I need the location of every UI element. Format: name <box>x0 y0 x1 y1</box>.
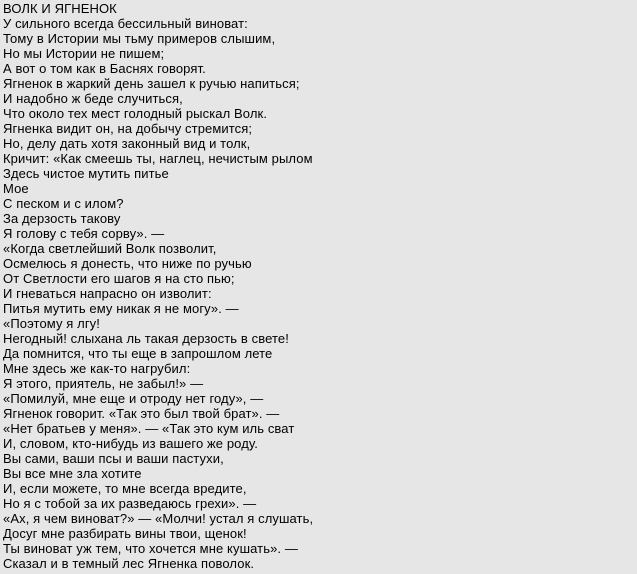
poem-line: Ягненок говорит. «Так это был твой брат». — <box>3 406 280 421</box>
poem-line: Негодный! слыхана ль такая дерзость в свете! <box>3 331 289 346</box>
poem-line: Вы все мне зла хотите <box>3 466 142 481</box>
poem-line: Вы сами, ваши псы и ваши пастухи, <box>3 451 224 466</box>
poem-line: И, если можете, то мне всегда вредите, <box>3 481 247 496</box>
poem-line: У сильного всегда бессильный виноват: <box>3 16 248 31</box>
poem-line: Кричит: «Как смеешь ты, наглец, нечистым рылом <box>3 151 313 166</box>
poem-line: Осмелюсь я донесть, что ниже по ручью <box>3 256 252 271</box>
poem-line: Ягненка видит он, на добычу стремится; <box>3 121 253 136</box>
poem-line: «Помилуй, мне еще и отроду нет году», — <box>3 391 264 406</box>
poem-line: Досуг мне разбирать вины твои, щенок! <box>3 526 247 541</box>
poem-line: Мое <box>3 181 29 196</box>
poem-line: И гневаться напрасно он изволит: <box>3 286 212 301</box>
poem-line: «Поэтому я лгу! <box>3 316 100 331</box>
poem-line: За дерзость такову <box>3 211 121 226</box>
poem-line: Но, делу дать хотя законный вид и толк, <box>3 136 251 151</box>
poem-line: Мне здесь же как-то нагрубил: <box>3 361 191 376</box>
poem-line: Здесь чистое мутить питье <box>3 166 169 181</box>
poem-line: Ягненок в жаркий день зашел к ручью напиться; <box>3 76 300 91</box>
poem-line: Питья мутить ему никак я не могу». — <box>3 301 239 316</box>
poem-title: ВОЛК И ЯГНЕНОК <box>3 1 117 16</box>
poem-line: Тому в Истории мы тьму примеров слышим, <box>3 31 276 46</box>
poem-line: «Когда светлейший Волк позволит, <box>3 241 217 256</box>
poem-line: И надобно ж беде случиться, <box>3 91 183 106</box>
poem-line: И, словом, кто-нибудь из вашего же роду. <box>3 436 258 451</box>
poem-line: С песком и с илом? <box>3 196 124 211</box>
poem-line: Я этого, приятель, не забыл!» — <box>3 376 204 391</box>
poem-line: Что около тех мест голодный рыскал Волк. <box>3 106 268 121</box>
poem-line: «Ах, я чем виноват?» — «Молчи! устал я слушать, <box>3 511 314 526</box>
poem-line: Но я с тобой за их разведаюсь грехи». — <box>3 496 257 511</box>
poem-body <box>3 16 313 571</box>
poem-line: «Нет братьев у меня». — «Так это кум иль сват <box>3 421 295 436</box>
poem-line: От Светлости его шагов я на сто пью; <box>3 271 235 286</box>
poem-line: Сказал и в темный лес Ягненка поволок. <box>3 556 255 571</box>
poem-line: Да помнится, что ты еще в запрошлом лете <box>3 346 273 361</box>
poem-line: Я голову с тебя сорву». — <box>3 226 165 241</box>
poem-line: Но мы Истории не пишем; <box>3 46 165 61</box>
poem-line: Ты виноват уж тем, что хочется мне кушать». — <box>3 541 298 556</box>
poem-line: А вот о том как в Баснях говорят. <box>3 61 206 76</box>
